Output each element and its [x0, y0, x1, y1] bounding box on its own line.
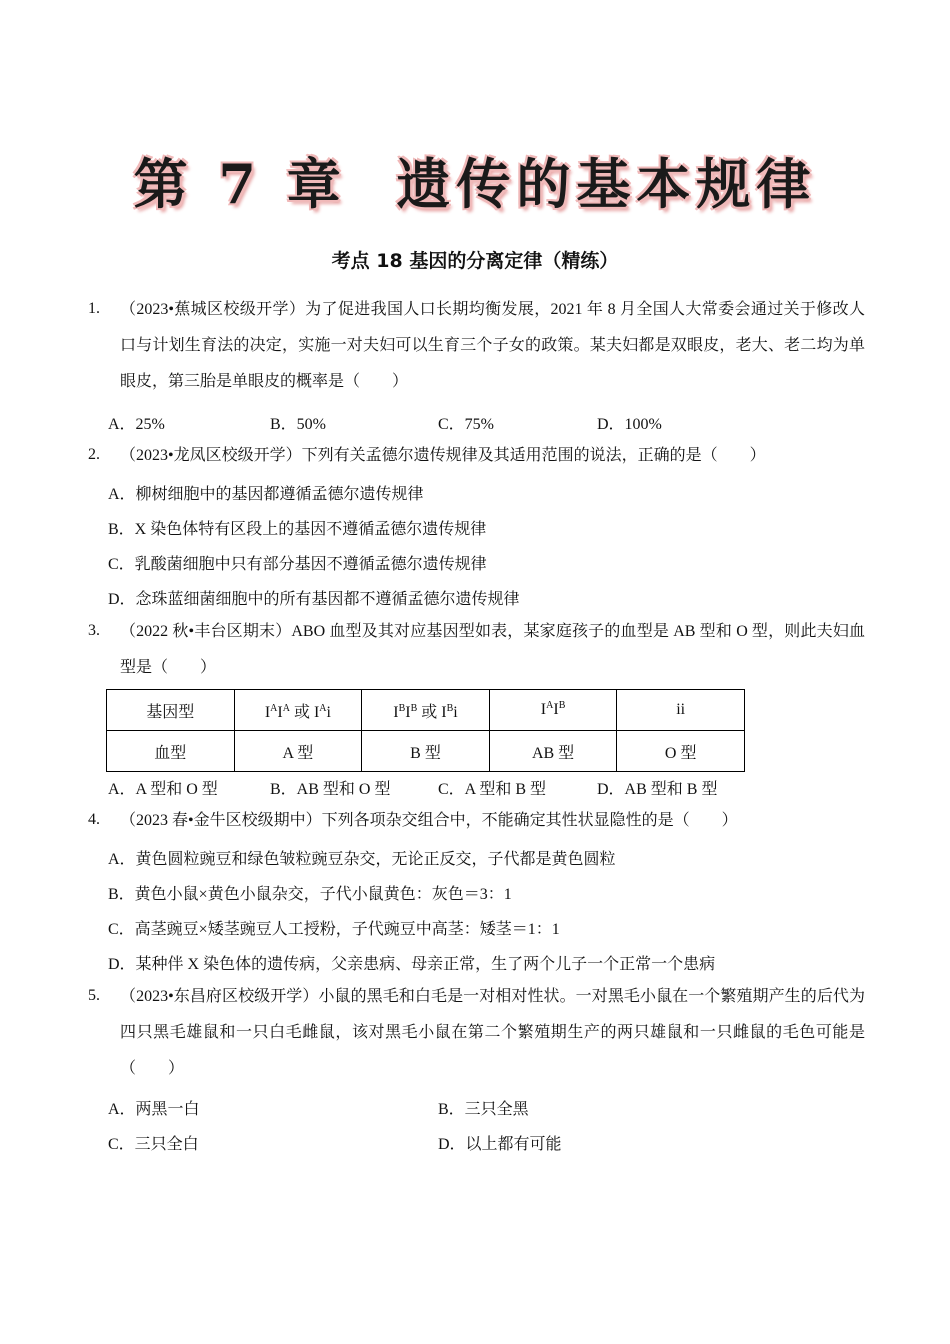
question-number: 3. [88, 622, 100, 639]
option-c[interactable]: C．乳酸菌细胞中只有部分基因不遵循孟德尔遗传规律 [108, 556, 487, 573]
option-d[interactable]: D．某种伴 X 染色体的遗传病，父亲患病、母亲正常，生了两个儿子一个正常一个患病 [108, 956, 716, 973]
blood-type-cell: AB 型 [489, 731, 617, 772]
option-b[interactable]: B．X 染色体特有区段上的基因不遵循孟德尔遗传规律 [108, 521, 487, 538]
question-stem: （2023 春•金牛区校级期中）下列各项杂交组合中，不能确定其性状显隐性的是（ ） [120, 812, 738, 829]
option-c[interactable]: C．高茎豌豆×矮茎豌豆人工授粉，子代豌豆中高茎：矮茎＝1：1 [108, 921, 560, 938]
option-c[interactable]: C．三只全白 [108, 1136, 199, 1153]
option-d[interactable]: D．100% [597, 416, 662, 433]
question-stem: （2023•龙凤区校级开学）下列有关孟德尔遗传规律及其适用范围的说法，正确的是（ ） [120, 447, 766, 464]
option-d[interactable]: D．念珠蓝细菌细胞中的所有基因都不遵循孟德尔遗传规律 [108, 591, 520, 608]
option-a[interactable]: A．柳树细胞中的基因都遵循孟德尔遗传规律 [108, 486, 424, 503]
blood-type-table [106, 689, 745, 772]
blood-type-cell: A 型 [234, 731, 362, 772]
question-stem: （2023•东昌府区校级开学）小鼠的黑毛和白毛是一对相对性状。一对黑毛小鼠在一个繁殖期产生的后代为四只黑毛雄鼠和一只白毛雌鼠，该对黑毛小鼠在第二个繁殖期生产的两只雄鼠和一只雌鼠的毛色可能是（ ） [120, 988, 865, 1077]
option-a[interactable]: A．25% [108, 416, 165, 433]
blood-type-cell: B 型 [362, 731, 490, 772]
option-b[interactable]: B．黄色小鼠×黄色小鼠杂交，子代小鼠黄色：灰色＝3：1 [108, 886, 512, 903]
genotype-row [107, 690, 745, 731]
blood-type-row [107, 731, 745, 772]
question-stem: （2023•蕉城区校级开学）为了促进我国人口长期均衡发展，2021 年 8 月全国人大常委会通过关于修改人口与计划生育法的决定，实施一对夫妇可以生育三个子女的政策。某夫妇都是双眼皮，老大、老二均为单眼皮，第三胎是单眼皮的概率是（ ） [120, 301, 865, 390]
genotype-cell: $I^BI^B$ 或 $I^Bi$ [362, 690, 490, 731]
question-number: 1. [88, 300, 100, 317]
chapter-title: 第 7 章 遗传的基本规律 [133, 151, 817, 216]
question-number: 5. [88, 987, 100, 1004]
genotype-cell: ii [617, 690, 745, 731]
option-b[interactable]: B．AB 型和 O 型 [270, 781, 391, 798]
question-number: 4. [88, 811, 100, 828]
option-d[interactable]: D．以上都有可能 [438, 1136, 562, 1153]
option-b[interactable]: B．三只全黑 [438, 1101, 529, 1118]
option-c[interactable]: C．A 型和 B 型 [438, 781, 547, 798]
option-a[interactable]: A．黄色圆粒豌豆和绿色皱粒豌豆杂交，无论正反交，子代都是黄色圆粒 [108, 851, 616, 868]
genotype-cell: $I^AI^B$ [489, 690, 617, 731]
question-number: 2. [88, 446, 100, 463]
option-d[interactable]: D．AB 型和 B 型 [597, 781, 718, 798]
row-label-blood-type: 血型 [107, 731, 235, 772]
question-stem: （2022 秋•丰台区期末）ABO 血型及其对应基因型如表，某家庭孩子的血型是 AB 型和 O 型，则此夫妇血型是（ ） [120, 623, 865, 676]
option-c[interactable]: C．75% [438, 416, 495, 433]
row-label-genotype: 基因型 [107, 690, 235, 731]
option-a[interactable]: A．A 型和 O 型 [108, 781, 218, 798]
chapter-banner [0, 140, 950, 220]
genotype-cell: $I^AI^A$ 或 $I^Ai$ [234, 690, 362, 731]
option-a[interactable]: A．两黑一白 [108, 1101, 200, 1118]
section-title: 考点 18 基因的分离定律（精练） [331, 250, 619, 272]
option-b[interactable]: B．50% [270, 416, 327, 433]
blood-type-cell: O 型 [617, 731, 745, 772]
